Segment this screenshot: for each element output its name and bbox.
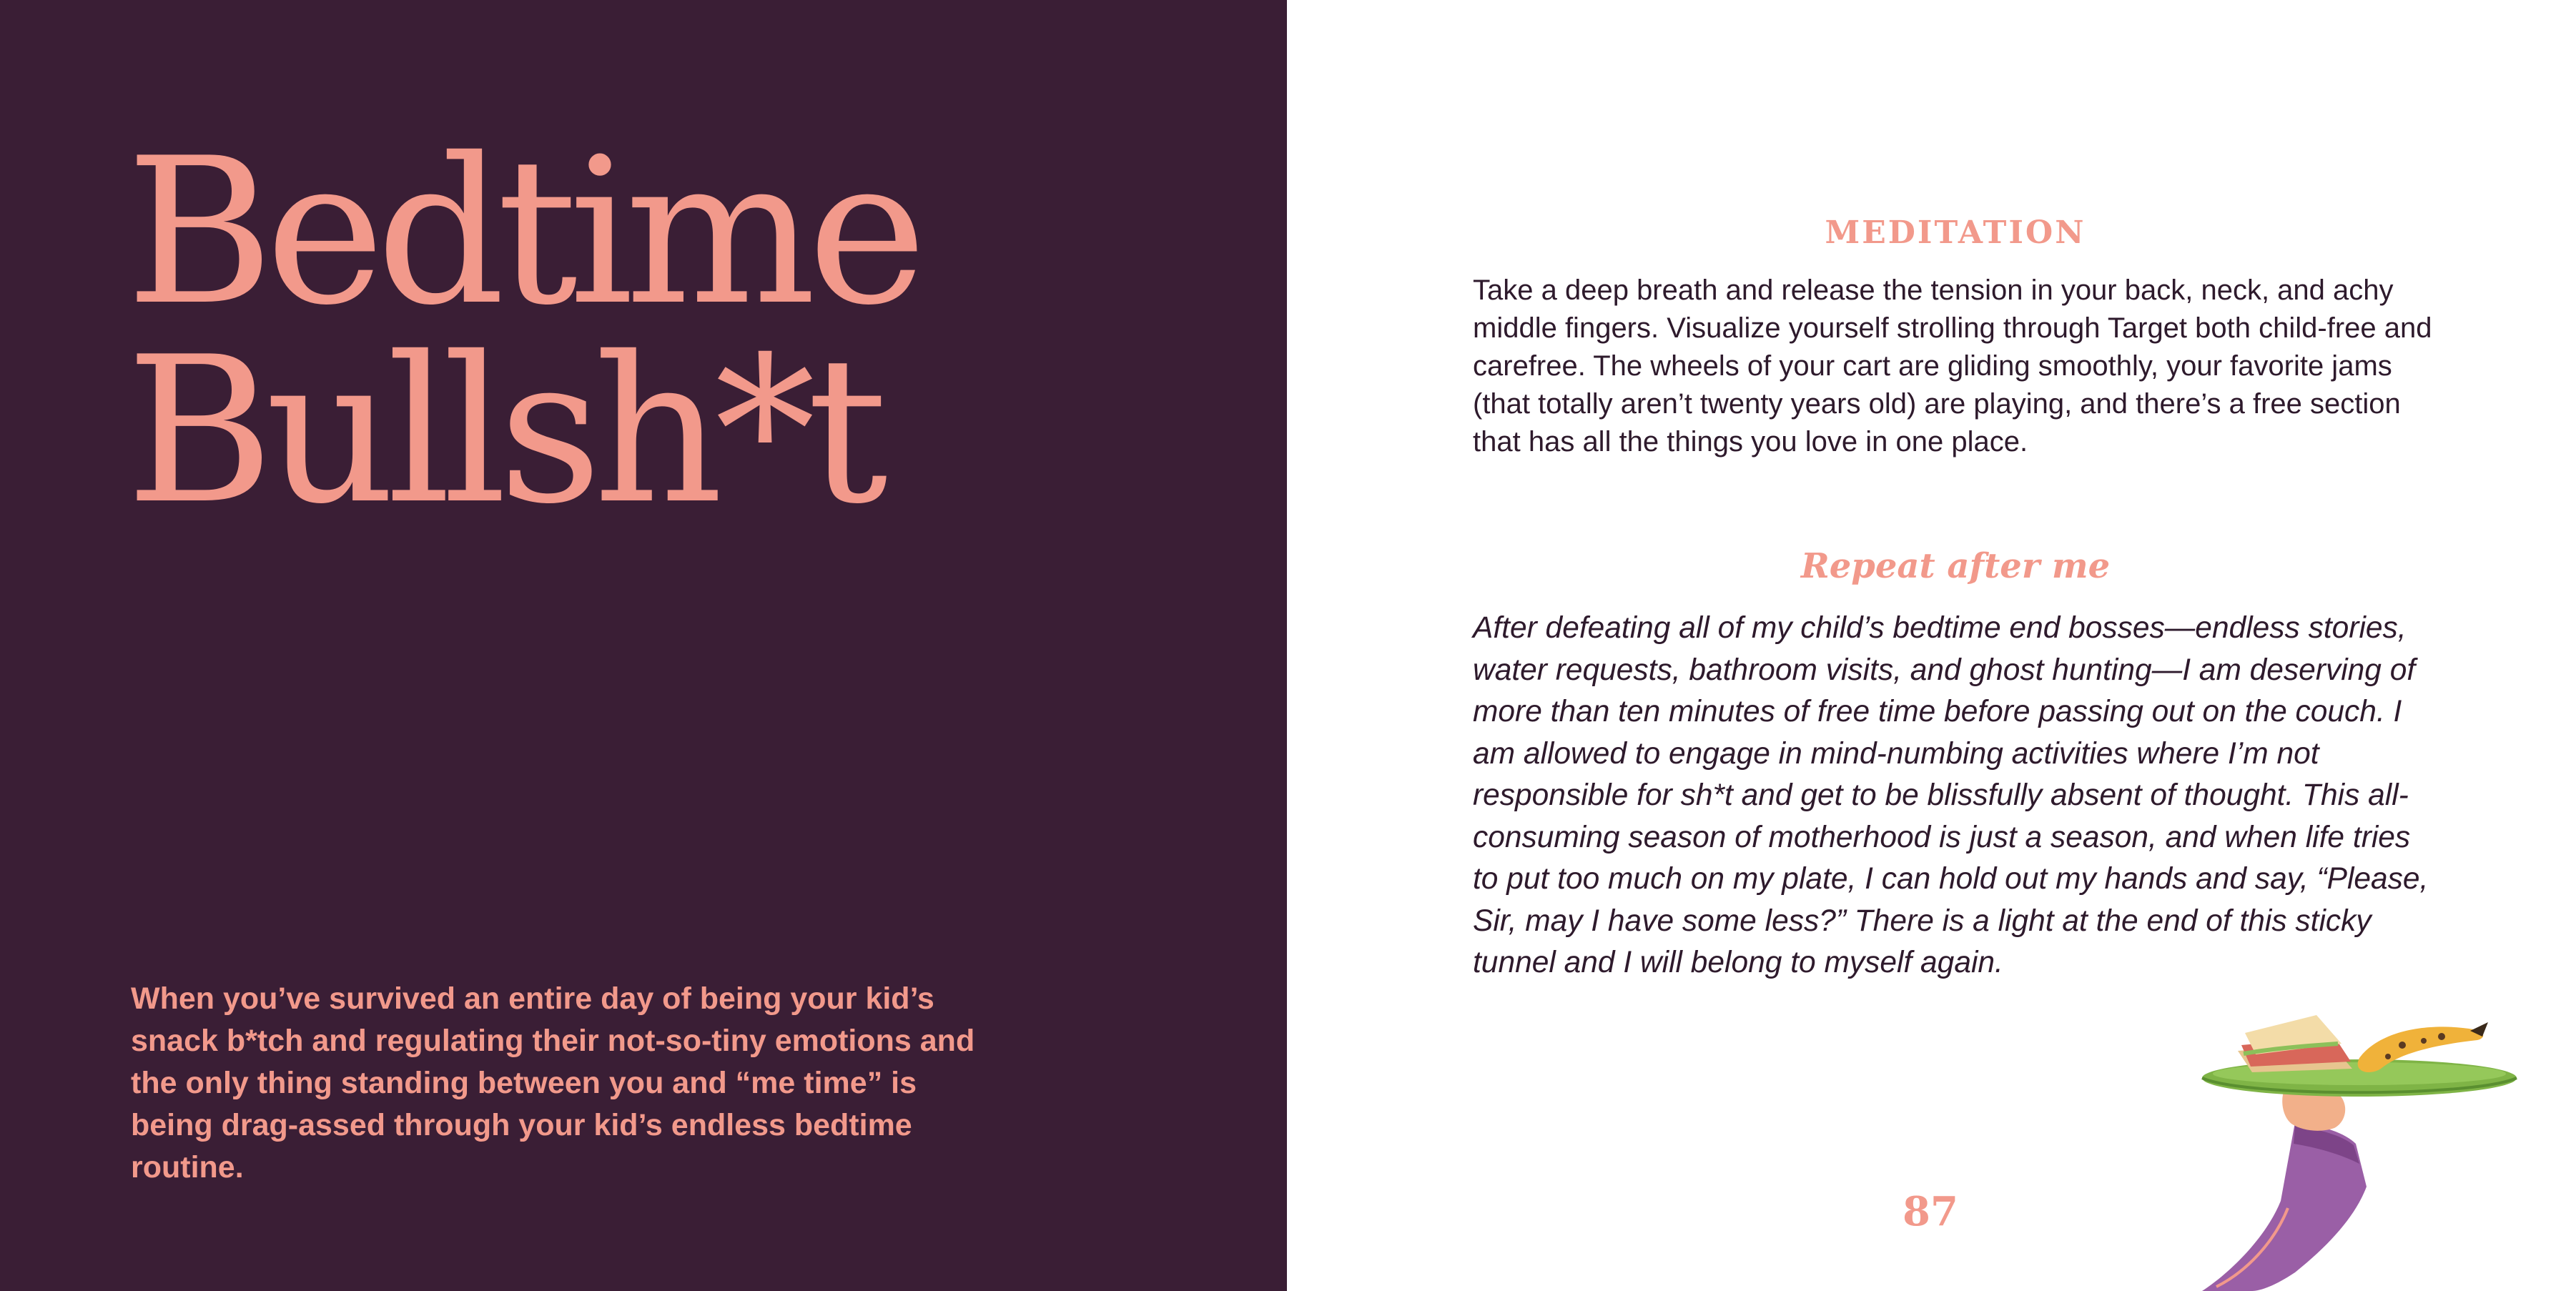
chapter-title-line-2: Bullsh*t: [126, 313, 879, 548]
left-page: [0, 0, 1287, 1291]
meditation-heading: MEDITATION: [1825, 214, 2086, 251]
chapter-title: [126, 114, 919, 548]
chapter-title-line-1: Bedtime: [126, 114, 919, 350]
waiter-hand-plate-illustration: [2188, 1001, 2531, 1291]
meditation-text: Take a deep breath and release the tension in your back, neck, and achy middle fingers. Visualize yourself strolling through Target both child-free and carefree. The wheels of your cart are gliding smoothly, your favorite jams (that totally aren’t twenty years old) are playing, and there’s a free section that has all the things you love in one place.: [1473, 274, 2432, 457]
page-number: 87: [1903, 1188, 1958, 1235]
affirmation-text: After defeating all of my child’s bedtime end bosses—endless stories, water requests, bathroom visits, and ghost hunting—I am deserving of more than ten minutes of free time before passing out on the couch. I am allowed to engage in mind-numbing activities where I’m not responsible for sh*t and get to be blissfully absent of thought. This all-consuming season of motherhood is just a season, and when life tries to put too much on my plate, I can hold out my hands and say, “Please, Sir, may I have some less?” There is a light at the end of this sticky tunnel and I will belong to myself again.: [1473, 611, 2429, 979]
repeat-after-me-heading: Repeat after me: [1800, 546, 2111, 586]
chapter-intro: When you’ve survived an entire day of being your kid’s snack b*tch and regulating their not-so-tiny emotions and the only thing standing between you and “me time” is being drag-assed through your kid’s endless bedtime routine.: [131, 981, 975, 1184]
